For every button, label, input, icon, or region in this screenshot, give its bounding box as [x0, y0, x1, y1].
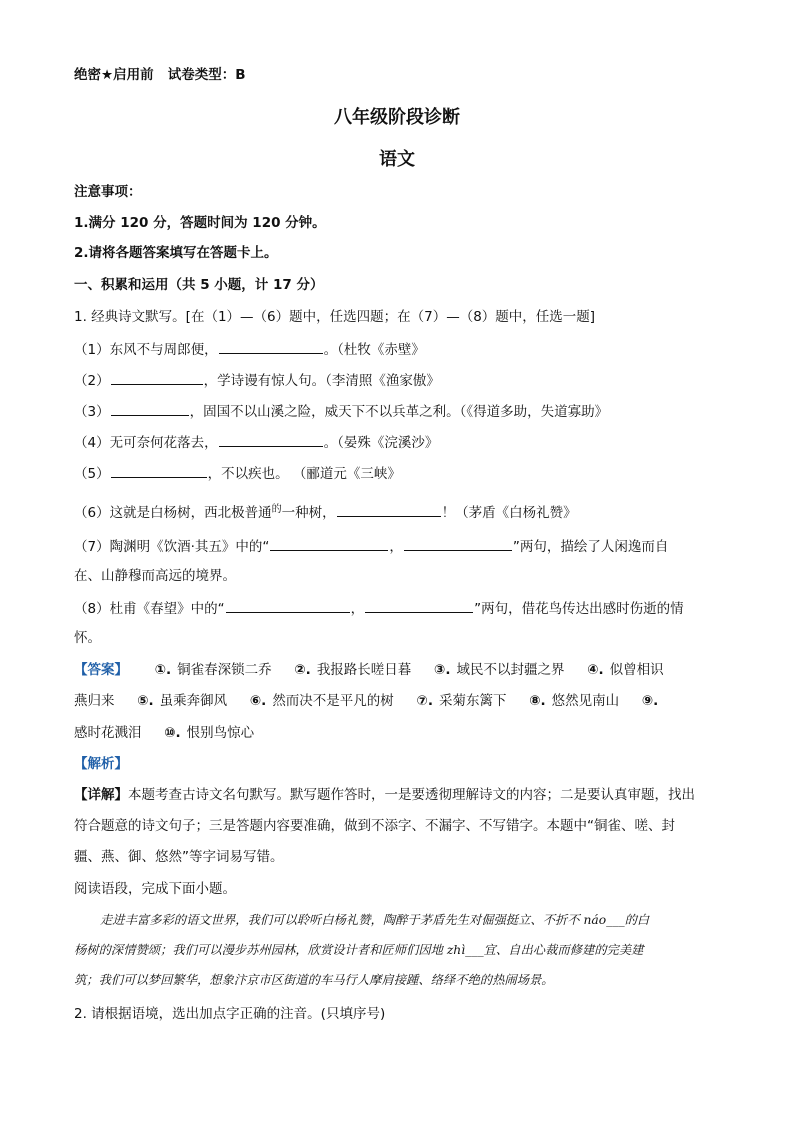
- answer-blank[interactable]: [111, 370, 203, 385]
- answer-line-3: [74, 724, 724, 742]
- q1-item-7-cont: 在、山静穆而高远的境界。: [74, 568, 236, 584]
- subject-title: 语文: [379, 149, 415, 170]
- q1-item-7: [74, 536, 668, 556]
- answer-num-4: ④.: [587, 662, 604, 678]
- answer-blank[interactable]: [219, 339, 323, 354]
- answer-text-3: 域民不以封疆之界: [456, 662, 565, 678]
- q1-item-6-post: ！（茅盾《白杨礼赞》: [441, 505, 577, 521]
- q1-item-8-a: （8）杜甫《春望》中的“: [74, 601, 225, 617]
- answer-text-5: 虽乘奔御风: [159, 693, 228, 709]
- answer-num-2: ②.: [294, 662, 311, 678]
- q1-item-3-pre: （3）: [74, 404, 110, 420]
- q1-item-8-b: ，: [350, 601, 365, 617]
- answer-blank[interactable]: [226, 598, 350, 613]
- q1-item-1-pre: （1）东风不与周郎便，: [74, 342, 218, 358]
- q1-item-8-c: ”两句，借花鸟传达出感时伤逝的情: [474, 601, 684, 617]
- exam-type-label: 试卷类型：B: [167, 67, 246, 83]
- answer-num-5: ⑤.: [137, 693, 154, 709]
- q1-item-1: [74, 339, 425, 359]
- page-title: 八年级阶段诊断: [334, 107, 460, 128]
- q1-item-6-mid: 一种树，: [281, 505, 336, 521]
- q1-item-4-post: 。（晏殊《浣溪沙》: [323, 435, 439, 451]
- answer-blank[interactable]: [404, 536, 512, 551]
- answer-line-2: [74, 692, 724, 710]
- q1-item-6: [74, 502, 577, 524]
- q1-item-3: [74, 401, 608, 421]
- section-heading: 一、积累和运用（共 5 小题，计 17 分）: [74, 277, 324, 293]
- answer-blank[interactable]: [111, 463, 207, 478]
- q1-item-7-b: ，: [389, 539, 403, 555]
- q1-item-7-a: （7）陶渊明《饮酒·其五》中的“: [74, 539, 270, 555]
- answer-num-9: ⑨.: [641, 693, 659, 709]
- q1-item-2: [74, 370, 440, 390]
- answer-text-1: 铜雀春深锁二乔: [177, 662, 272, 678]
- analysis-tag: 【解析】: [74, 756, 128, 772]
- q1-item-1-post: 。（杜牧《赤壁》: [323, 342, 425, 358]
- detail-line-1: [74, 786, 695, 804]
- answer-text-7: 采菊东篱下: [438, 693, 507, 709]
- answer-text-2: 我报路长嗟日暮: [316, 662, 412, 678]
- q2-stem: 2. 请根据语境，选出加点字正确的注音。(只填序号): [74, 1006, 386, 1022]
- q1-item-6-pre: （6）这就是白杨树，西北极普通: [74, 505, 272, 521]
- answer-text-4b: 燕归来: [74, 693, 115, 709]
- answer-num-1: ①.: [154, 662, 172, 678]
- q1-item-4-pre: （4）无可奈何花落去，: [74, 435, 218, 451]
- answer-num-8: ⑧.: [529, 693, 546, 709]
- answer-text-8: 悠然见南山: [551, 693, 620, 709]
- answer-text-9: 感时花溅泪: [74, 725, 142, 741]
- q1-stem: 1. 经典诗文默写。[在（1）—（6）题中，任选四题；在（7）—（8）题中，任选一题]: [74, 309, 596, 325]
- passage-line-2: 杨树的深情赞颂；我们可以漫步苏州园林，欣赏设计者和匠师们因地 zhì___宜、自出心裁而修建的完美建: [74, 943, 644, 957]
- answer-text-10: 恨别鸟惊心: [186, 725, 255, 741]
- passage-line-1: 走进丰富多彩的语文世界，我们可以聆听白杨礼赞，陶醉于茅盾先生对倔强挺立、不折不 náo___的白: [100, 913, 650, 927]
- answer-num-10: ⑩.: [164, 725, 181, 741]
- q1-item-5-pre: （5）: [74, 466, 110, 482]
- answer-blank[interactable]: [219, 432, 323, 447]
- detail-line-3: 疆、燕、御、悠然”等字词易写错。: [74, 849, 284, 865]
- detail-line-2: 符合题意的诗文句子；三是答题内容要准确，做到不添字、不漏字、不写错字。本题中“铜雀、嗟、封: [74, 818, 675, 834]
- notice-item-2: 2.请将各题答案填写在答题卡上。: [74, 245, 278, 261]
- answer-text-6: 然而决不是平凡的树: [272, 693, 394, 709]
- q1-item-6-sup: 的: [271, 504, 282, 515]
- q1-item-8: [74, 598, 684, 618]
- notice-heading: 注意事项：: [74, 184, 142, 200]
- detail-text-1: 本题考查古诗文名句默写。默写题作答时，一是要透彻理解诗文的内容；二是要认真审题，找出: [128, 787, 695, 803]
- answer-blank[interactable]: [270, 536, 388, 551]
- passage-line-3: 筑；我们可以梦回繁华，想象汴京市区街道的车马行人摩肩接踵、络绎不绝的热闹场景。: [74, 973, 554, 987]
- reading-intro: 阅读语段，完成下面小题。: [74, 881, 236, 897]
- answer-line-1: [74, 661, 724, 679]
- q1-item-5: [74, 463, 401, 483]
- detail-tag: 【详解】: [74, 787, 128, 803]
- q1-item-3-post: ，固国不以山溪之险，威天下不以兵革之利。（《得道多助，失道寡助》: [189, 404, 609, 420]
- q1-item-4: [74, 432, 438, 452]
- answer-num-6: ⑥.: [249, 693, 267, 709]
- q1-item-2-pre: （2）: [74, 373, 110, 389]
- answer-num-3: ③.: [433, 662, 451, 678]
- answer-blank[interactable]: [365, 598, 473, 613]
- q1-item-7-c: ”两句，描绘了人闲逸而自: [512, 539, 669, 555]
- q1-item-8-cont: 怀。: [74, 630, 101, 646]
- answer-blank[interactable]: [111, 401, 189, 416]
- answer-tag: 【答案】: [74, 662, 128, 678]
- q1-item-5-post: ，不以疾也。 （郦道元《三峡》: [207, 466, 401, 482]
- notice-item-1: 1.满分 120 分，答题时间为 120 分钟。: [74, 215, 326, 231]
- confidential-header: [74, 66, 246, 84]
- answer-blank[interactable]: [337, 502, 441, 517]
- secret-label: 绝密★启用前: [74, 67, 154, 83]
- q1-item-2-post: ，学诗谩有惊人句。（李清照《渔家傲》: [203, 373, 440, 389]
- answer-num-7: ⑦.: [416, 693, 433, 709]
- answer-text-4: 似曾相识: [609, 662, 664, 678]
